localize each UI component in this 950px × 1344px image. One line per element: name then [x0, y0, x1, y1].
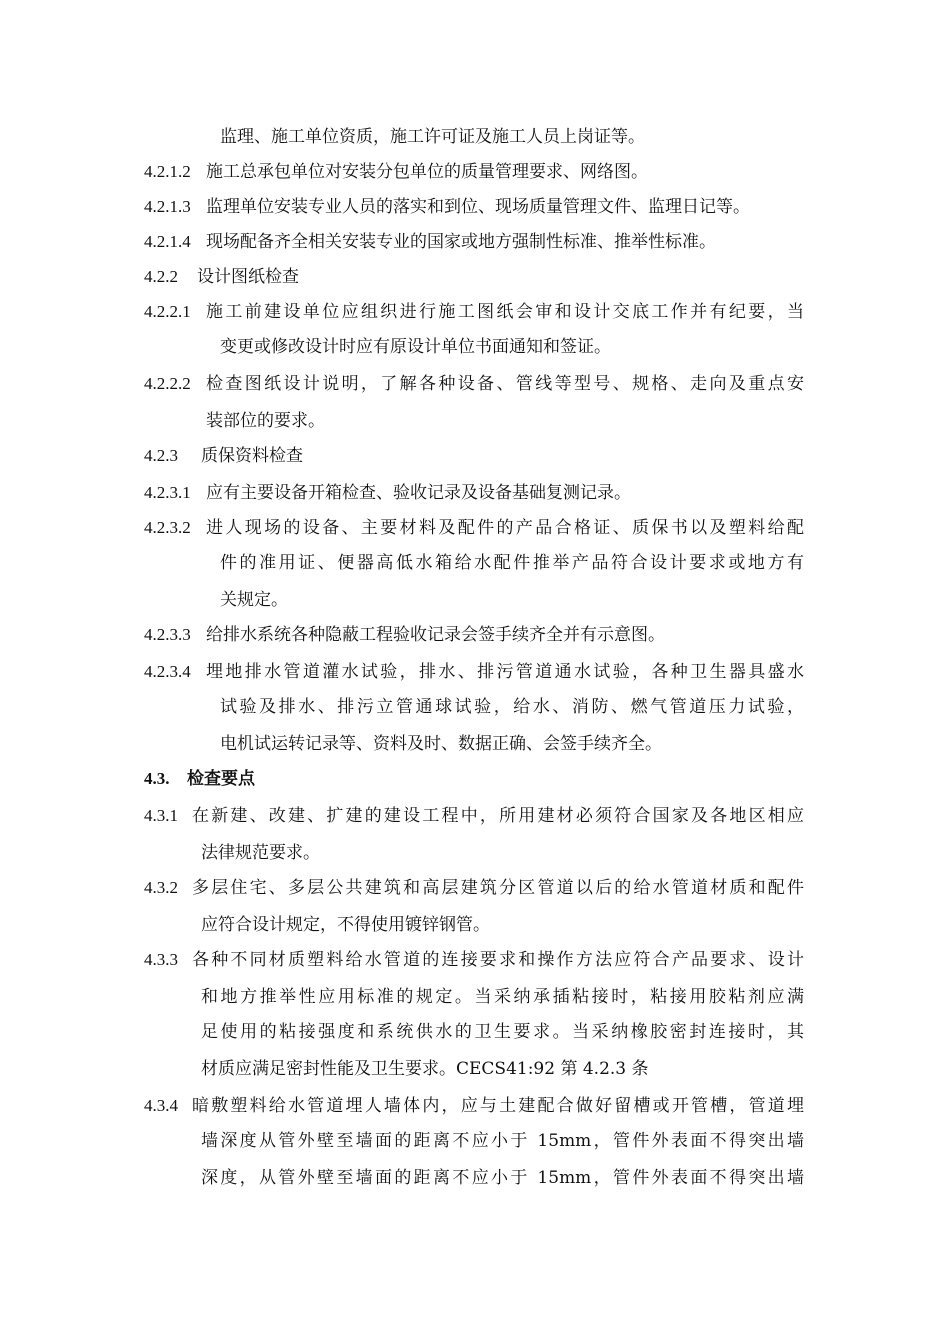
section-number: 4.3.2: [144, 878, 178, 897]
text-line: 埋地排水管道灌水试验，排水、排污管道通水试验，各种卫生器具盛水: [206, 662, 804, 682]
text-line: 各种不同材质塑料给水管道的连接要求和操作方法应符合产品要求、设计: [192, 950, 804, 970]
text-line: 关规定。: [220, 590, 288, 610]
text-line: 法律规范要求。: [201, 843, 320, 863]
text-line: 装部位的要求。: [206, 411, 325, 431]
text-line: 多层住宅、多层公共建筑和高层建筑分区管道以后的给水管道材质和配件: [192, 878, 804, 898]
section-number: 4.3.1: [144, 806, 178, 825]
section-number: 4.2.1.4: [144, 232, 191, 251]
section-heading: 质保资料检查: [201, 446, 303, 466]
text-line: 试验及排水、排污立管通球试验，给水、消防、燃气管道压力试验，: [220, 697, 804, 717]
section-number: 4.2.3.3: [144, 625, 191, 644]
section-number: 4.2.3: [144, 446, 178, 465]
text-line: 在新建、改建、扩建的建设工程中，所用建材必须符合国家及各地区相应: [192, 806, 804, 826]
text-line: 电机试运转记录等、资料及时、数据正确、会签手续齐全。: [220, 734, 662, 754]
section-number: 4.2.3.1: [144, 483, 191, 502]
text-line: 墙深度从管外壁至墙面的距离不应小于 15mm，管件外表面不得突出墙: [201, 1131, 804, 1151]
section-heading: 设计图纸检查: [197, 267, 299, 287]
text-line: 检查图纸设计说明，了解各种设备、管线等型号、规格、走向及重点安: [206, 374, 804, 394]
section-number: 4.2.2.1: [144, 302, 191, 321]
text-line: 应符合设计规定，不得使用镀锌钢管。: [201, 915, 490, 935]
section-heading: 检查要点: [187, 769, 255, 789]
section-number: 4.3.: [144, 769, 170, 788]
text-line: 件的准用证、便器高低水箱给水配件推举产品符合设计要求或地方有: [220, 553, 804, 573]
section-number: 4.2.1.3: [144, 197, 191, 216]
text-line: 和地方推举性应用标准的规定。当采纳承插粘接时，粘接用胶粘剂应满: [201, 987, 804, 1007]
text-line: 应有主要设备开箱检查、验收记录及设备基础复测记录。: [206, 483, 631, 503]
text-line: 暗敷塑料给水管道埋人墙体内，应与土建配合做好留槽或开管槽，管道埋: [192, 1096, 804, 1116]
text-line: 现场配备齐全相关安装专业的国家或地方强制性标准、推举性标准。: [206, 232, 716, 252]
section-number: 4.3.4: [144, 1096, 178, 1115]
text-line: 变更或修改设计时应有原设计单位书面通知和签证。: [220, 337, 611, 357]
text-line: 给排水系统各种隐蔽工程验收记录会签手续齐全并有示意图。: [206, 625, 665, 645]
section-number: 4.2.3.4: [144, 662, 191, 681]
text-line: 施工总承包单位对安装分包单位的质量管理要求、网络图。: [206, 162, 648, 182]
section-number: 4.3.3: [144, 950, 178, 969]
text-line: 材质应满足密封性能及卫生要求。CECS41:92 第 4.2.3 条: [201, 1059, 649, 1079]
section-number: 4.2.2: [144, 267, 178, 286]
text-line: 深度，从管外壁至墙面的距离不应小于 15mm，管件外表面不得突出墙: [201, 1168, 804, 1188]
text-line: 足使用的粘接强度和系统供水的卫生要求。当采纳橡胶密封连接时，其: [201, 1022, 804, 1042]
section-number: 4.2.2.2: [144, 374, 191, 393]
text-line: 监理单位安装专业人员的落实和到位、现场质量管理文件、监理日记等。: [206, 197, 750, 217]
text-line: 施工前建设单位应组织进行施工图纸会审和设计交底工作并有纪要，当: [206, 302, 804, 322]
section-number: 4.2.3.2: [144, 518, 191, 537]
section-number: 4.2.1.2: [144, 162, 191, 181]
text-line: 监理、施工单位资质，施工许可证及施工人员上岗证等。: [220, 127, 645, 147]
text-line: 进人现场的设备、主要材料及配件的产品合格证、质保书以及塑料给配: [206, 518, 804, 538]
